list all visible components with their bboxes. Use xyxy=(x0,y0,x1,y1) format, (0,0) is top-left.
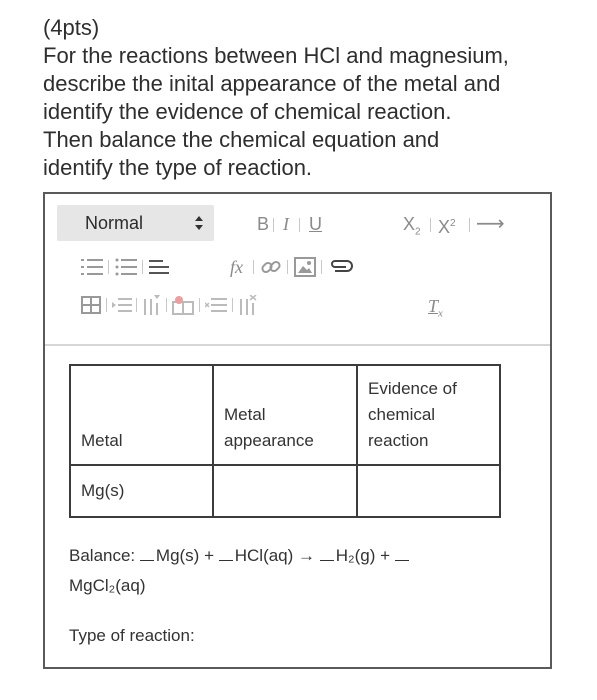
header-appearance-line2: appearance xyxy=(224,431,314,450)
underline-button[interactable]: U xyxy=(309,214,322,234)
attachment-icon[interactable] xyxy=(327,257,355,277)
arrow-button[interactable]: ⟶ xyxy=(476,213,505,235)
table-icon[interactable] xyxy=(81,296,101,314)
insert-row-icon[interactable] xyxy=(112,296,132,314)
coefficient-blank[interactable] xyxy=(140,546,154,561)
toolbar-separator xyxy=(299,218,300,232)
header-evidence xyxy=(357,365,500,465)
updown-arrows-icon xyxy=(194,213,204,233)
italic-button[interactable]: I xyxy=(283,214,289,234)
bulleted-list-icon[interactable] xyxy=(115,257,137,277)
balance-term-4: MgCl₂(aq) xyxy=(69,576,146,595)
delete-column-icon[interactable] xyxy=(238,295,258,315)
subscript-button[interactable] xyxy=(403,214,421,243)
editor-toolbar xyxy=(45,194,550,344)
header-evidence-line2: chemical xyxy=(368,405,436,424)
clear-format-label: T xyxy=(428,296,439,316)
coefficient-blank[interactable] xyxy=(395,546,409,561)
insert-column-icon[interactable] xyxy=(142,295,162,315)
rich-text-editor[interactable] xyxy=(43,192,552,669)
cell-evidence[interactable] xyxy=(357,465,500,517)
header-metal-label: Metal xyxy=(81,431,123,450)
link-icon[interactable] xyxy=(260,256,282,278)
question-line: Then balance the chemical equation and xyxy=(43,127,440,152)
question-line: identify the evidence of chemical reaction. xyxy=(43,99,452,124)
toolbar-separator xyxy=(321,260,322,274)
header-metal xyxy=(70,365,213,465)
header-appearance xyxy=(213,365,357,465)
superscript-mark: 2 xyxy=(450,218,456,229)
format-select-value: Normal xyxy=(85,213,144,233)
question-text xyxy=(43,14,563,182)
header-appearance-line1: Metal xyxy=(224,405,266,424)
clear-format-mark: x xyxy=(438,307,443,320)
coefficient-blank[interactable] xyxy=(219,546,233,561)
toolbar-separator xyxy=(106,298,107,312)
table-header-row xyxy=(70,365,500,465)
cell-metal-value: Mg(s) xyxy=(81,481,125,500)
subscript-mark: 2 xyxy=(415,226,421,238)
toolbar-separator xyxy=(430,218,431,232)
cell-properties-icon[interactable] xyxy=(172,295,194,315)
question-line: (4pts) xyxy=(43,15,100,40)
superscript-button[interactable] xyxy=(438,214,456,237)
toolbar-separator xyxy=(199,298,200,312)
table-row xyxy=(70,465,500,517)
cell-appearance[interactable] xyxy=(213,465,357,517)
paragraph-format-select[interactable] xyxy=(57,205,214,241)
toolbar-separator xyxy=(142,260,143,274)
question-line: identify the type of reaction. xyxy=(43,155,313,180)
toolbar-separator xyxy=(136,298,137,312)
toolbar-separator xyxy=(287,260,288,274)
balance-equation xyxy=(69,541,539,601)
subscript-label: X xyxy=(403,214,416,234)
image-icon[interactable] xyxy=(294,257,316,277)
header-evidence-line3: reaction xyxy=(368,431,429,450)
header-evidence-line1: Evidence of xyxy=(368,379,457,398)
toolbar-separator xyxy=(232,298,233,312)
toolbar-separator xyxy=(166,298,167,312)
toolbar-separator xyxy=(469,218,470,232)
balance-term-3: H₂(g) + xyxy=(335,546,391,565)
toolbar-divider xyxy=(45,344,550,346)
balance-label: Balance: xyxy=(69,546,136,565)
cell-metal[interactable] xyxy=(70,465,213,517)
type-of-reaction-label: Type of reaction: xyxy=(69,626,195,645)
question-line: For the reactions between HCl and magnesium, xyxy=(43,43,509,68)
align-left-icon[interactable] xyxy=(149,257,169,277)
toolbar-separator xyxy=(253,260,254,274)
balance-term-2: HCl(aq) → xyxy=(234,546,316,565)
delete-row-icon[interactable] xyxy=(205,296,227,314)
balance-term-1: Mg(s) + xyxy=(155,546,214,565)
bold-button[interactable]: B xyxy=(257,214,270,234)
toolbar-separator xyxy=(273,218,274,232)
question-line: describe the inital appearance of the metal and xyxy=(43,71,501,96)
coefficient-blank[interactable] xyxy=(320,546,334,561)
superscript-label: X xyxy=(438,217,451,237)
numbered-list-icon[interactable] xyxy=(81,257,103,277)
answer-table xyxy=(69,364,501,518)
clear-format-button[interactable] xyxy=(428,296,443,324)
formula-button[interactable]: fx xyxy=(230,257,243,277)
toolbar-separator xyxy=(108,260,109,274)
